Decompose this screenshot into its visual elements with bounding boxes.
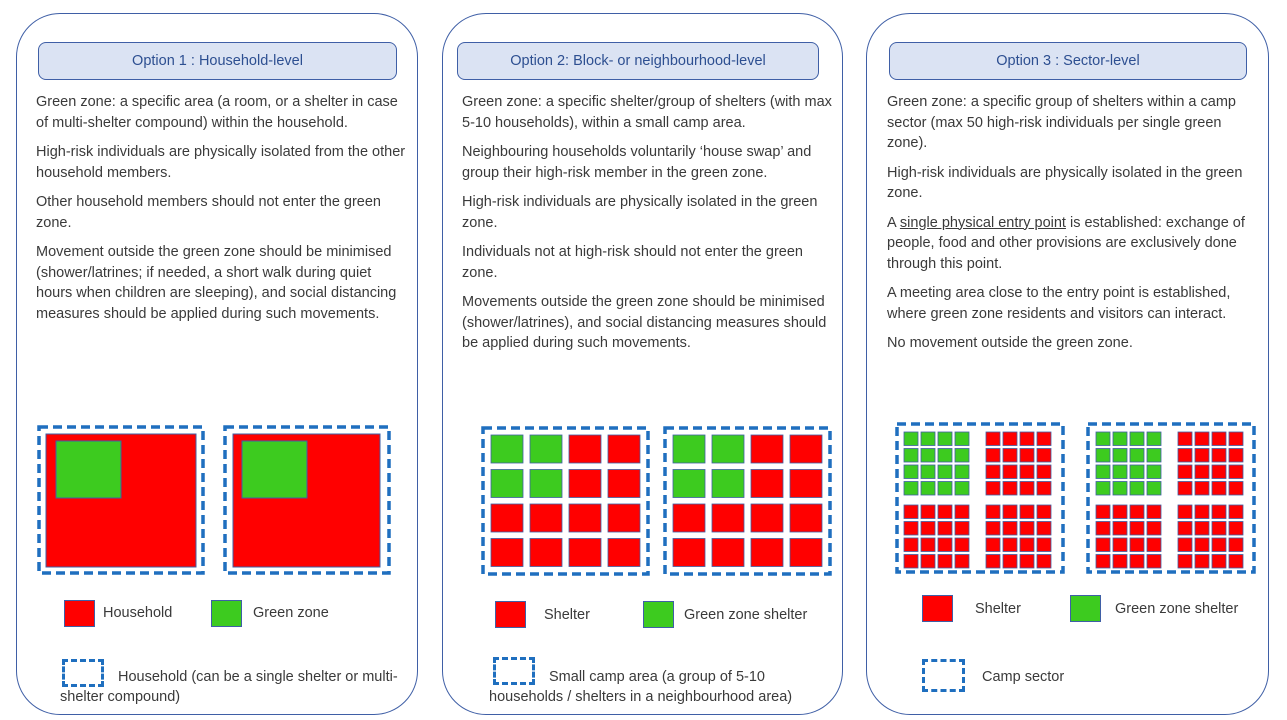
green-zone-shelter <box>904 465 918 479</box>
shelter <box>608 504 640 532</box>
green-zone-shelter <box>938 482 952 496</box>
option-1-title: Option 1 : Household-level <box>38 42 397 80</box>
shelter <box>1096 555 1110 569</box>
shelter <box>986 449 1000 463</box>
shelter <box>1003 555 1017 569</box>
green-zone-shelter <box>673 470 705 498</box>
green-zone-shelter <box>1113 432 1127 446</box>
green-zone-shelter <box>1130 449 1144 463</box>
shelter <box>1096 505 1110 519</box>
shelter <box>1178 449 1192 463</box>
option-1-paragraph: High-risk individuals are physically isolated from the other household members. <box>36 144 406 181</box>
shelter <box>1037 449 1051 463</box>
shelter <box>491 539 523 567</box>
shelter <box>1130 555 1144 569</box>
legend-dashed-label <box>60 667 405 707</box>
shelter <box>904 505 918 519</box>
shelter <box>904 522 918 536</box>
shelter <box>712 539 744 567</box>
shelter <box>1020 465 1034 479</box>
green-zone-shape <box>56 441 121 498</box>
shelter <box>751 539 783 567</box>
shelter <box>673 539 705 567</box>
shelter <box>1037 555 1051 569</box>
shelter <box>1147 555 1161 569</box>
shelter <box>1212 465 1226 479</box>
green-zone-shelter <box>904 449 918 463</box>
green-zone-shelter <box>938 465 952 479</box>
shelter <box>1113 538 1127 552</box>
shelter <box>1113 522 1127 536</box>
green-zone-shelter <box>904 482 918 496</box>
shelter <box>608 470 640 498</box>
shelter <box>955 505 969 519</box>
shelter <box>986 522 1000 536</box>
shelter <box>1178 432 1192 446</box>
shelter <box>986 505 1000 519</box>
shelter <box>1003 465 1017 479</box>
shelter <box>955 522 969 536</box>
shelter <box>751 435 783 463</box>
shelter <box>986 432 1000 446</box>
option-2-title: Option 2: Block- or neighbourhood-level <box>457 42 819 80</box>
entry-point-underlined: single physical entry point <box>899 214 1066 231</box>
shelter <box>1212 449 1226 463</box>
option-3-paragraph: High-risk individuals are physically isolated in the green zone. <box>887 164 1243 201</box>
green-zone-shelter <box>491 435 523 463</box>
shelter <box>569 470 601 498</box>
green-zone-shelter <box>921 482 935 496</box>
option-2-paragraph: Movements outside the green zone should be minimised (shower/latrines), and social distancing measures should be applied during such movements. <box>462 294 827 351</box>
shelter <box>1212 505 1226 519</box>
shelter <box>491 504 523 532</box>
entry-point-pre: A <box>887 214 900 231</box>
shelter <box>1020 449 1034 463</box>
shelter <box>904 555 918 569</box>
shelter <box>1229 555 1243 569</box>
shelter <box>569 435 601 463</box>
option-2-paragraph: Neighbouring households voluntarily ‘house swap’ and group their high-risk member in the green zone. <box>462 144 812 181</box>
shelter <box>608 435 640 463</box>
option-3-title: Option 3 : Sector-level <box>889 42 1247 80</box>
green-zone-shelter <box>955 465 969 479</box>
shelter <box>1096 522 1110 536</box>
option-3-paragraph: Green zone: a specific group of shelters within a camp sector (max 50 high-risk individuals per single green zone). <box>887 94 1236 151</box>
option-2-paragraph: Green zone: a specific shelter/group of shelters (with max 5-10 households), within a small camp area. <box>462 94 832 131</box>
shelter <box>1130 522 1144 536</box>
shelter <box>1003 505 1017 519</box>
green-zone-shelter <box>955 432 969 446</box>
green-zone-shelter <box>530 470 562 498</box>
option-1-panel <box>16 13 418 715</box>
shelter <box>921 555 935 569</box>
shelter <box>1130 538 1144 552</box>
shelter <box>1037 482 1051 496</box>
shelter <box>1178 555 1192 569</box>
option-1-paragraph: Green zone: a specific area (a room, or a shelter in case of multi-shelter compound) within the household. <box>36 94 398 131</box>
shelter <box>1195 522 1209 536</box>
shelter <box>1003 538 1017 552</box>
shelter <box>921 505 935 519</box>
shelter <box>530 539 562 567</box>
legend-green-swatch <box>211 600 242 627</box>
shelter <box>1229 432 1243 446</box>
shelter <box>1020 505 1034 519</box>
shelter <box>1229 538 1243 552</box>
shelter <box>1037 522 1051 536</box>
option-2-paragraph: Individuals not at high-risk should not enter the green zone. <box>462 244 803 281</box>
shelter <box>1147 538 1161 552</box>
shelter <box>1195 432 1209 446</box>
shelter <box>1229 465 1243 479</box>
shelter <box>790 504 822 532</box>
shelter <box>569 504 601 532</box>
option-1-paragraph: Other household members should not enter the green zone. <box>36 194 381 231</box>
shelter <box>1178 505 1192 519</box>
green-zone-shelter <box>491 470 523 498</box>
household-diagram-2 <box>225 427 389 573</box>
green-zone-shelter <box>1096 449 1110 463</box>
shelter <box>1020 482 1034 496</box>
green-zone-shelter <box>921 449 935 463</box>
household-diagram-1 <box>39 427 203 573</box>
shelter <box>955 538 969 552</box>
shelter <box>938 555 952 569</box>
green-zone-shelter <box>1113 449 1127 463</box>
shelter <box>790 435 822 463</box>
shelter <box>1195 449 1209 463</box>
shelter <box>751 504 783 532</box>
shelter <box>1212 555 1226 569</box>
green-zone-shelter <box>530 435 562 463</box>
shelter <box>790 539 822 567</box>
shelter <box>1037 465 1051 479</box>
option-2-panel <box>442 13 843 715</box>
green-zone-shelter <box>1096 482 1110 496</box>
green-zone-shelter <box>938 449 952 463</box>
shelter <box>712 504 744 532</box>
shelter <box>1130 505 1144 519</box>
shelter <box>1195 465 1209 479</box>
legend-dashed-text: Household (can be a single shelter or multi-shelter compound) <box>60 669 398 705</box>
legend-green-label: Green zone shelter <box>1115 601 1239 617</box>
shelter <box>1178 522 1192 536</box>
green-zone-shelter <box>1096 432 1110 446</box>
legend-dashed-label <box>489 667 829 707</box>
legend-dashed-swatch <box>922 659 965 692</box>
legend-red-swatch <box>64 600 95 627</box>
green-zone-shelter <box>1130 432 1144 446</box>
option-3-paragraph: No movement outside the green zone. <box>887 335 1133 351</box>
shelter <box>569 539 601 567</box>
shelter <box>1229 522 1243 536</box>
shelter <box>1195 505 1209 519</box>
green-zone-shelter <box>955 449 969 463</box>
green-zone-shelter <box>1147 482 1161 496</box>
shelter <box>1195 482 1209 496</box>
shelter <box>1003 449 1017 463</box>
legend-green-swatch <box>643 601 674 628</box>
legend-red-swatch <box>922 595 953 622</box>
legend-green-label: Green zone <box>253 605 329 621</box>
shelter <box>1113 505 1127 519</box>
shelter <box>1147 522 1161 536</box>
legend-red-label: Shelter <box>975 601 1021 617</box>
shelter <box>1229 449 1243 463</box>
green-zone-shelter <box>1147 449 1161 463</box>
legend-green-label: Green zone shelter <box>684 607 808 623</box>
shelter <box>1195 538 1209 552</box>
green-zone-shelter <box>904 432 918 446</box>
shelter <box>1147 505 1161 519</box>
green-zone-shape <box>242 441 307 498</box>
shelter <box>938 538 952 552</box>
shelter <box>1178 538 1192 552</box>
shelter <box>1037 432 1051 446</box>
green-zone-shelter <box>938 432 952 446</box>
shelter <box>921 538 935 552</box>
green-zone-shelter <box>921 432 935 446</box>
green-zone-shelter <box>1113 465 1127 479</box>
option-1-paragraph: Movement outside the green zone should be minimised (shower/latrines; if needed, a short walk during quiet hours when children are sleeping), and social distancing measures should be applied during such movements. <box>36 244 397 322</box>
shelter <box>904 538 918 552</box>
shelter <box>1020 522 1034 536</box>
shelter <box>1096 538 1110 552</box>
shelter <box>1020 538 1034 552</box>
option-2-paragraph: High-risk individuals are physically isolated in the green zone. <box>462 194 818 231</box>
shelter <box>790 470 822 498</box>
green-zone-shelter <box>1130 482 1144 496</box>
green-zone-shelter <box>1113 482 1127 496</box>
shelter <box>1003 432 1017 446</box>
shelter <box>1195 555 1209 569</box>
legend-red-label: Shelter <box>544 607 590 623</box>
shelter <box>921 522 935 536</box>
green-zone-shelter <box>921 465 935 479</box>
shelter <box>986 555 1000 569</box>
shelter <box>1229 505 1243 519</box>
green-zone-shelter <box>1147 432 1161 446</box>
shelter <box>751 470 783 498</box>
green-zone-shelter <box>1130 465 1144 479</box>
shelter <box>1178 482 1192 496</box>
option-3-panel <box>866 13 1269 715</box>
shelter <box>1020 432 1034 446</box>
shelter <box>938 522 952 536</box>
entry-point-post: is established: exchange of people, food and other provisions are exclusively done through this point. <box>887 214 1245 272</box>
shelter <box>986 482 1000 496</box>
shelter <box>1212 432 1226 446</box>
shelter <box>1037 505 1051 519</box>
green-zone-shelter <box>1147 465 1161 479</box>
green-zone-shelter <box>712 470 744 498</box>
shelter <box>1212 482 1226 496</box>
legend-dashed-label: Camp sector <box>982 669 1065 685</box>
legend-red-swatch <box>495 601 526 628</box>
green-zone-shelter <box>712 435 744 463</box>
shelter <box>530 504 562 532</box>
green-zone-shelter <box>673 435 705 463</box>
shelter <box>608 539 640 567</box>
shelter <box>1020 555 1034 569</box>
shelter <box>955 555 969 569</box>
shelter <box>986 465 1000 479</box>
shelter <box>1212 522 1226 536</box>
shelter <box>1229 482 1243 496</box>
green-zone-shelter <box>1096 465 1110 479</box>
shelter <box>1212 538 1226 552</box>
option-3-paragraph: A meeting area close to the entry point is established, where green zone residents and visitors can interact. <box>887 285 1231 322</box>
shelter <box>1113 555 1127 569</box>
shelter <box>1178 465 1192 479</box>
shelter <box>1003 482 1017 496</box>
shelter <box>673 504 705 532</box>
legend-dashed-text: Small camp area (a group of 5-10 households / shelters in a neighbourhood area) <box>489 669 793 705</box>
shelter <box>1003 522 1017 536</box>
shelter <box>1037 538 1051 552</box>
legend-red-label: Household <box>103 605 173 621</box>
green-zone-shelter <box>955 482 969 496</box>
shelter <box>938 505 952 519</box>
shelter <box>986 538 1000 552</box>
legend-green-swatch <box>1070 595 1101 622</box>
